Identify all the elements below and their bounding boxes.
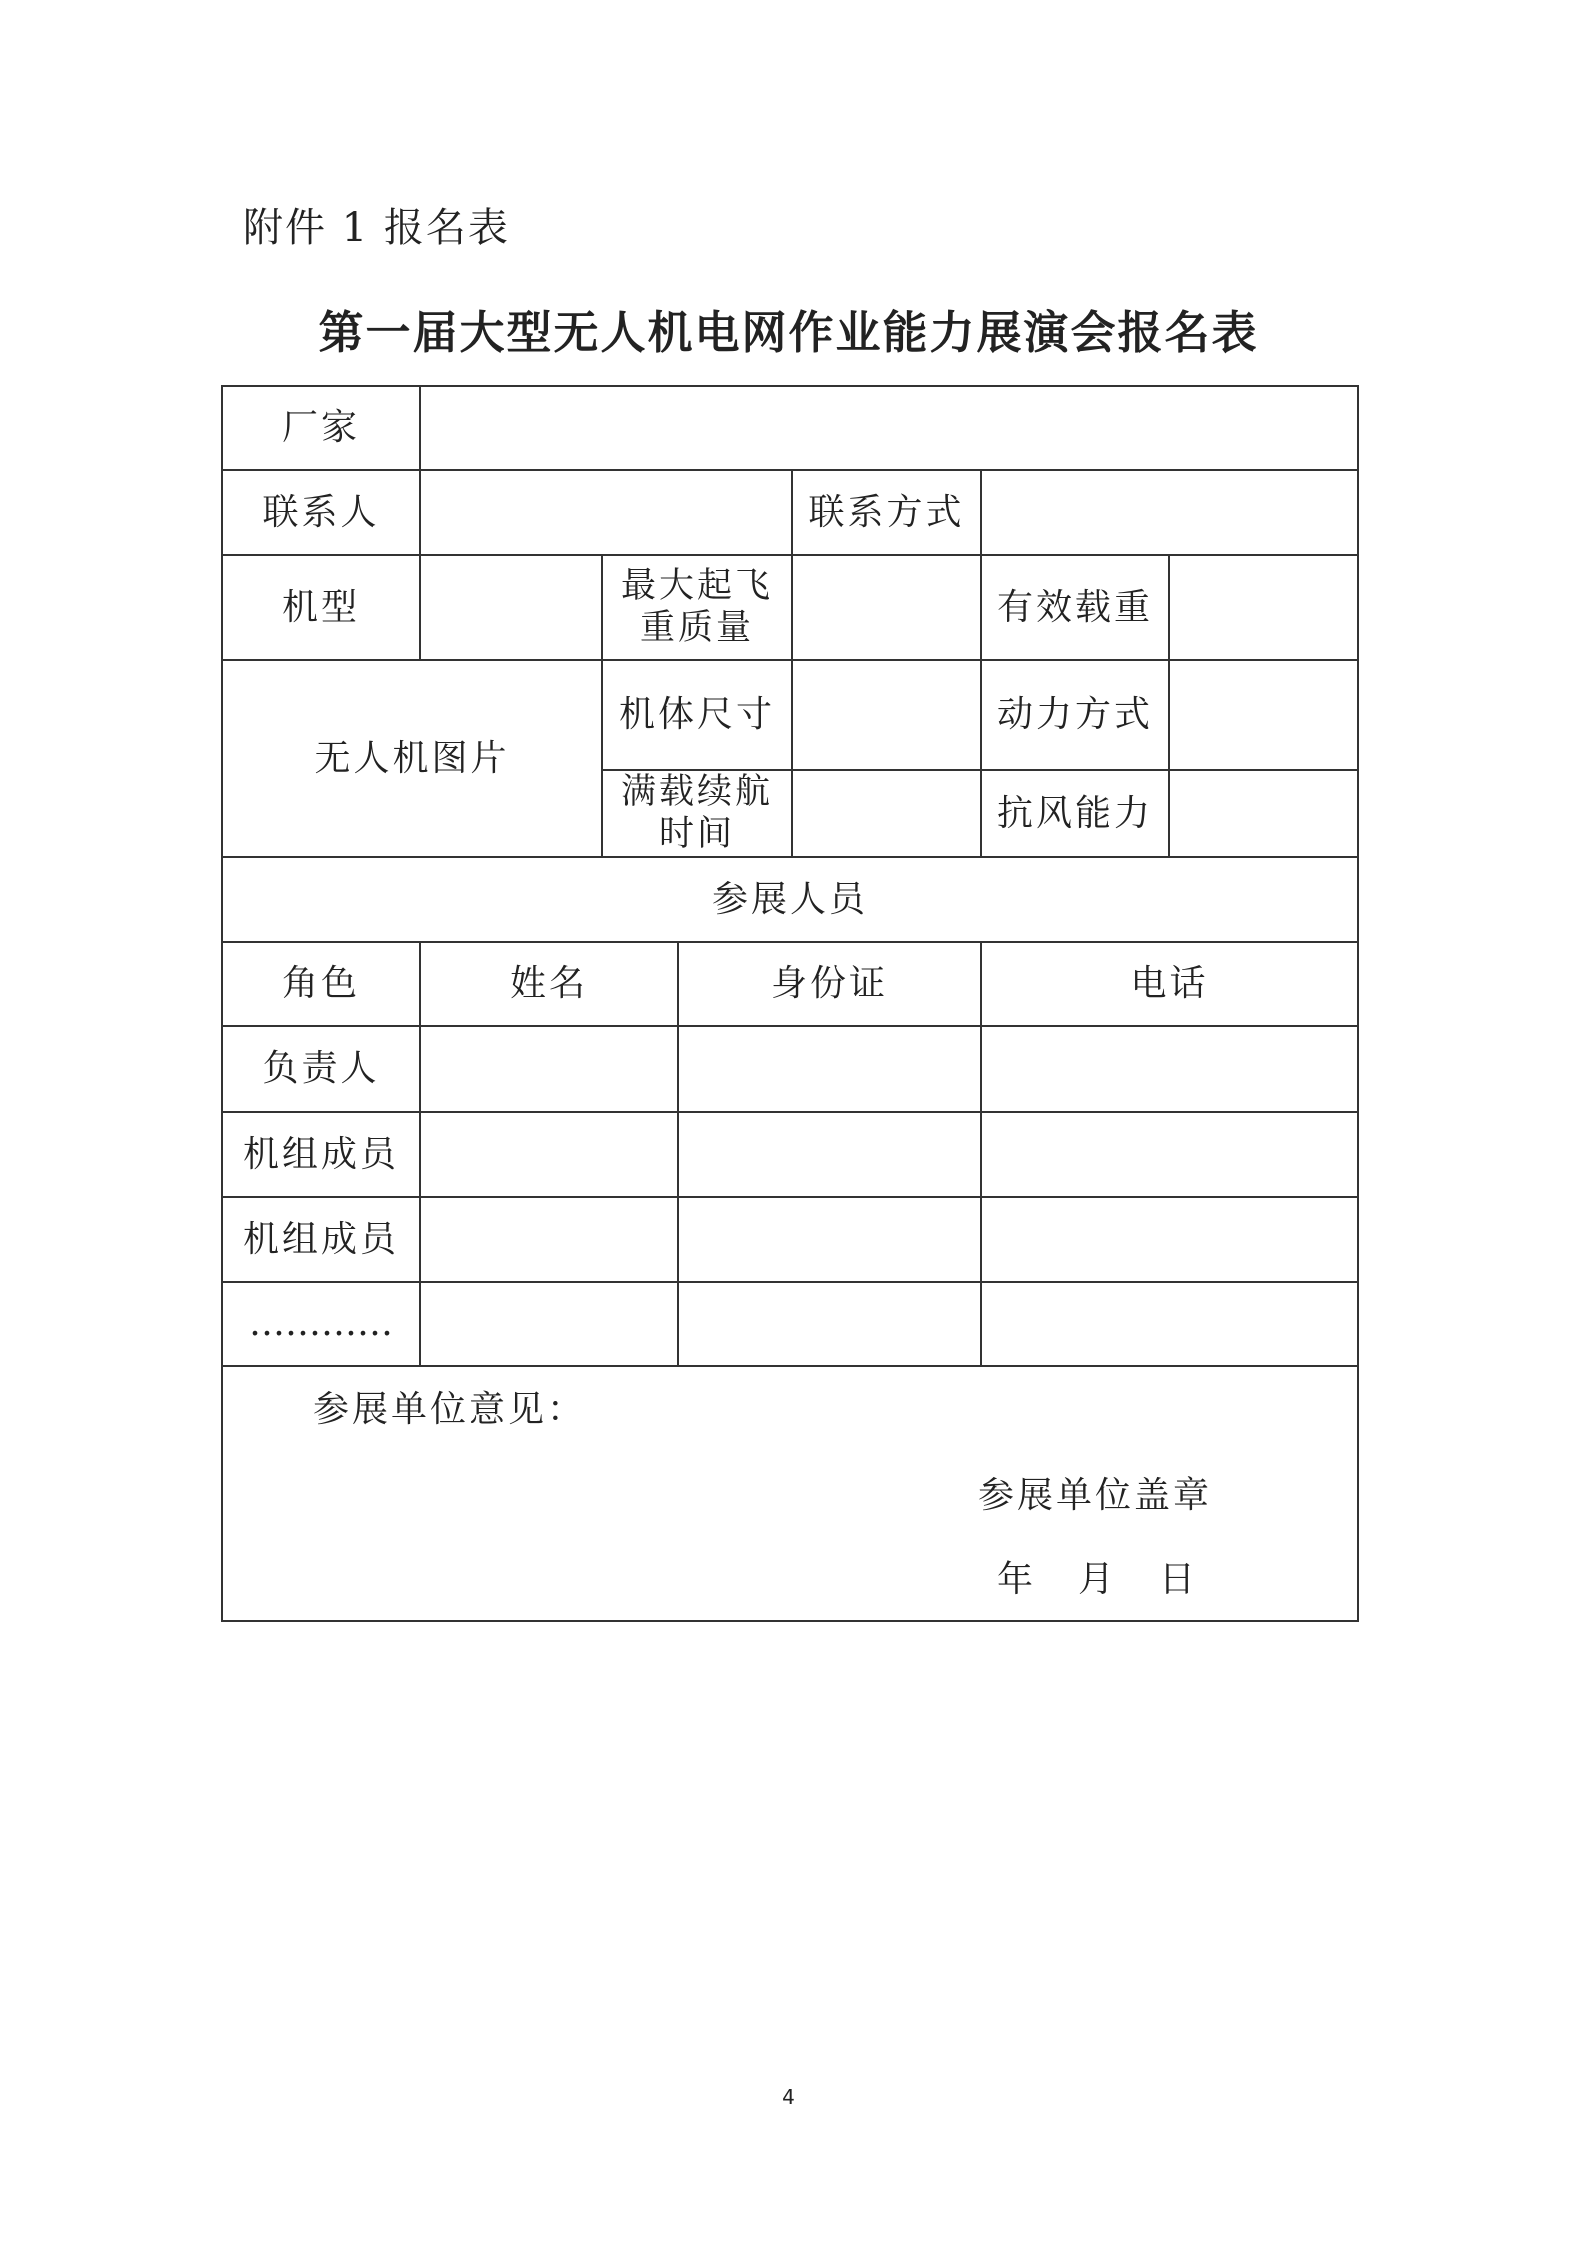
column-header-role: 角色 <box>281 963 360 1005</box>
contact-person-field[interactable] <box>420 470 792 555</box>
manufacturer-field[interactable] <box>420 386 1358 470</box>
manufacturer-label: 厂家 <box>281 407 360 449</box>
date-month-label: 月 <box>1078 1559 1118 1600</box>
staff-name-field[interactable] <box>420 1197 678 1282</box>
date-day-label: 日 <box>1159 1559 1199 1600</box>
uav-photo-label: 无人机图片 <box>314 737 510 779</box>
staff-id-field[interactable] <box>678 1026 981 1112</box>
date-year-label: 年 <box>997 1559 1037 1600</box>
exhibitor-opinion-label: 参展单位意见： <box>313 1389 587 1430</box>
staff-id-field[interactable] <box>678 1282 981 1366</box>
column-header-phone: 电话 <box>1130 963 1209 1005</box>
effective-payload-label: 有效载重 <box>996 586 1153 628</box>
full-load-endurance-field[interactable] <box>792 770 981 857</box>
staff-id-field[interactable] <box>678 1197 981 1282</box>
attachment-label: 附件 1 报名表 <box>243 205 510 251</box>
model-field[interactable] <box>420 555 602 660</box>
staff-section-title: 参展人员 <box>711 878 868 920</box>
body-size-label: 机体尺寸 <box>618 694 775 736</box>
staff-phone-field[interactable] <box>981 1282 1358 1366</box>
full-load-endurance-label: 满载续航时间 <box>620 772 773 854</box>
column-header-id: 身份证 <box>770 963 888 1005</box>
exhibitor-stamp-label: 参展单位盖章 <box>978 1475 1213 1516</box>
staff-name-field[interactable] <box>420 1112 678 1197</box>
wind-resistance-label: 抗风能力 <box>996 792 1153 834</box>
staff-phone-field[interactable] <box>981 1197 1358 1282</box>
model-label: 机型 <box>281 586 360 628</box>
staff-name-field[interactable] <box>420 1026 678 1112</box>
staff-role-ellipsis: ………… <box>249 1303 393 1345</box>
signature-date <box>997 1551 1198 1602</box>
staff-role-crew-member: 机组成员 <box>242 1133 399 1175</box>
form-title: 第一届大型无人机电网作业能力展演会报名表 <box>318 306 1259 359</box>
staff-role-leader: 负责人 <box>262 1048 380 1090</box>
staff-phone-field[interactable] <box>981 1026 1358 1112</box>
contact-method-label: 联系方式 <box>808 491 965 533</box>
power-mode-field[interactable] <box>1169 660 1358 770</box>
power-mode-label: 动力方式 <box>996 694 1153 736</box>
max-takeoff-weight-label: 最大起飞重质量 <box>620 566 773 648</box>
max-takeoff-weight-field[interactable] <box>792 555 981 660</box>
contact-method-field[interactable] <box>981 470 1358 555</box>
staff-role-crew-member: 机组成员 <box>242 1218 399 1260</box>
body-size-field[interactable] <box>792 660 981 770</box>
wind-resistance-field[interactable] <box>1169 770 1358 857</box>
contact-person-label: 联系人 <box>262 491 380 533</box>
staff-phone-field[interactable] <box>981 1112 1358 1197</box>
staff-name-field[interactable] <box>420 1282 678 1366</box>
effective-payload-field[interactable] <box>1169 555 1358 660</box>
staff-id-field[interactable] <box>678 1112 981 1197</box>
page-number: 4 <box>782 2085 795 2109</box>
column-header-name: 姓名 <box>509 963 588 1005</box>
